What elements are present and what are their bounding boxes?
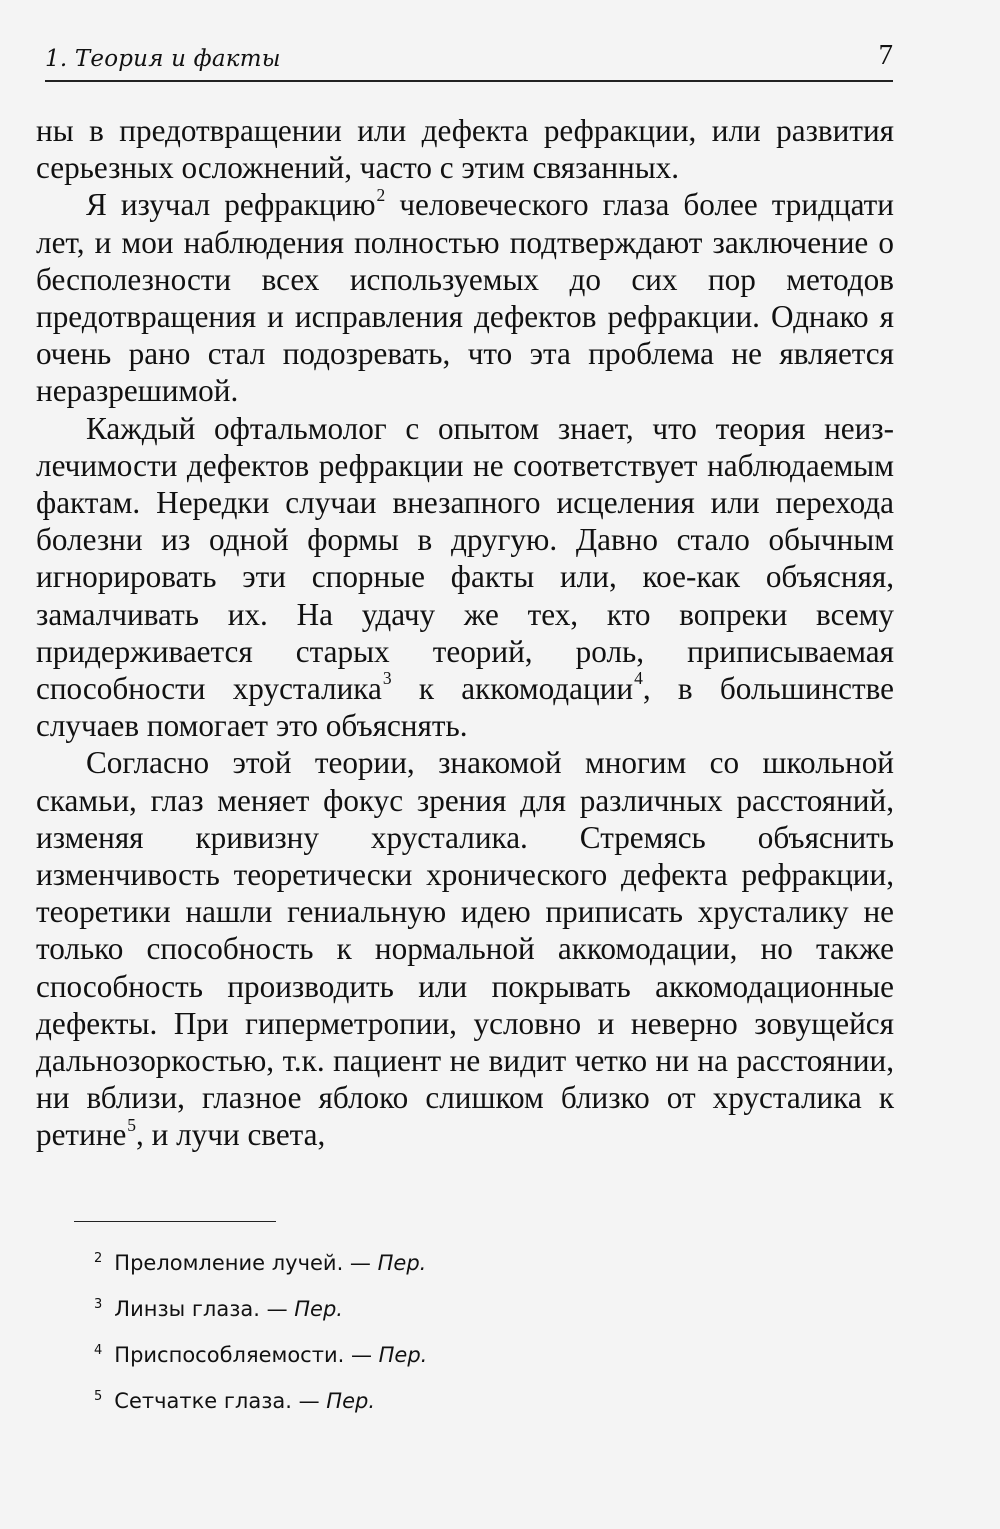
chapter-title: 1. Теория и факты (45, 46, 281, 72)
paragraph-text: Каждый офтальмолог с опытом знает, что теория неизлечимости дефектов рефракции не соответствует наблюдаемым фактам. Нередки случаи внезапного исцеления или перехода болезни из одной формы в другую. Давно стало обычным игнорировать эти спорные факты или, кое-как объясняя, замалчивать их. На удачу же тех, кто вопреки всему придерживается старых теорий, роль, приписываемая способности хрусталика (36, 410, 894, 707)
footnote-translator-tag: Пер. (378, 1343, 428, 1367)
paragraph-text: человеческого глаза более тридцати лет, и мои наблюдения полностью подтверждают заключение о бесполезности всех используемых до сих пор методов предотвращения и исправления дефектов рефракции. Однако я очень рано стал подозревать, что эта проблема не является неразрешимой. (36, 187, 894, 409)
footnote (94, 1378, 794, 1424)
footnote (94, 1332, 794, 1378)
footnote (94, 1286, 794, 1332)
footnote-mark: 5 (94, 1389, 103, 1404)
footnote-divider (74, 1221, 276, 1222)
footnote-translator-tag: Пер. (326, 1389, 375, 1413)
body-text (36, 112, 894, 1154)
paragraph-text: Я изучал рефракцию (86, 187, 376, 223)
paragraph-text: , и лучи света, (136, 1117, 326, 1153)
paragraph-text: Согласно этой теории, знакомой многим со школьной скамьи, глаз меняет фокус зрения для различных расстояний, изменяя кривизну хрусталика. Стремясь объяснить изменчивость теоретически хронического дефекта рефракции, теоретики нашли гениальную идею приписать хрусталику не только способность к нормальной аккомодации, но также способность производить или покрывать аккомодационные дефекты. При гиперметропии, условно и неверно зовущейся дальнозоркостью, т.к. пациент не видит четко ни на расстоянии, ни вблизи, глазное яблоко слишком близко от хрусталика к ретине (36, 745, 894, 1153)
paragraph-4 (36, 744, 894, 1153)
footnote-text: Сетчатке глаза. — (114, 1389, 327, 1413)
footnote-mark: 4 (94, 1343, 103, 1358)
footnote-mark: 2 (94, 1251, 103, 1266)
footnotes (94, 1240, 794, 1424)
footnote-mark: 3 (94, 1297, 103, 1312)
footnote-translator-tag: Пер. (294, 1297, 343, 1321)
footnote (94, 1240, 794, 1286)
footnote-ref: 2 (376, 184, 386, 205)
footnote-translator-tag: Пер. (377, 1251, 427, 1275)
footnote-text: Преломление лучей. — (114, 1251, 378, 1275)
paragraph-3 (36, 410, 894, 745)
page-number: 7 (878, 39, 893, 71)
paragraph-text: к аккомодации (391, 671, 634, 707)
footnote-ref: 3 (382, 668, 392, 689)
footnote-ref: 5 (127, 1114, 137, 1135)
paragraph-text: , в большинстве случаев помогает это объяснять. (36, 671, 894, 744)
paragraph-text: ны в предотвращении или дефекта рефракции, или развития серьезных осложнений, часто с этим связанных. (36, 113, 894, 186)
paragraph-1 (36, 112, 894, 186)
running-head (45, 38, 893, 82)
footnote-ref: 4 (634, 668, 643, 689)
footnote-text: Линзы глаза. — (114, 1297, 295, 1321)
footnote-text: Приспособляемости. — (114, 1343, 379, 1367)
paragraph-2 (36, 186, 894, 409)
